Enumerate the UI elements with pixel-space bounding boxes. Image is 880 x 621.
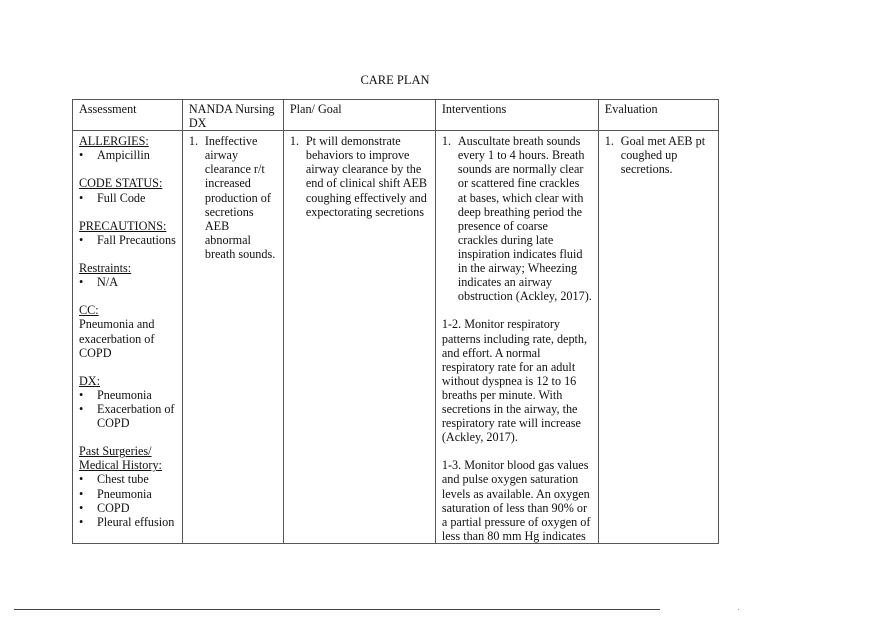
text-line — [442, 402, 592, 416]
line-text: CC: — [79, 303, 99, 318]
assessment-line — [79, 205, 176, 219]
bullet-icon: • — [79, 387, 84, 402]
line-text: exacerbation of — [79, 331, 155, 346]
line-text: respiratory rate for an adult — [441, 359, 576, 374]
line-text: presence of coarse — [457, 218, 548, 233]
text-line — [605, 134, 712, 148]
assessment-line — [79, 289, 176, 303]
section-heading — [79, 176, 176, 190]
line-text: indicates an airway — [457, 275, 552, 290]
line-text: obstruction (Ackley, 2017). — [457, 289, 592, 304]
line-text: coughed up — [620, 148, 678, 163]
line-text: patterns including rate, depth, — [441, 331, 588, 346]
text-line — [442, 289, 592, 303]
line-text: less than 80 mm Hg indicates — [441, 528, 586, 543]
bullet-icon: • — [79, 472, 84, 487]
line-text: Pneumonia and — [79, 317, 155, 332]
line-text: levels as available. An oxygen — [441, 486, 590, 501]
line-text: Medical History: — [79, 458, 162, 473]
section-heading — [79, 444, 176, 458]
line-text: in the airway; Wheezing — [457, 261, 578, 276]
text-line — [442, 162, 592, 176]
header-assessment: Assessment — [73, 100, 183, 131]
section-heading — [79, 219, 176, 233]
text-line — [442, 374, 592, 388]
assessment-line — [79, 317, 176, 331]
text-line — [442, 247, 592, 261]
assessment-line — [79, 416, 176, 430]
bullet-icon: • — [79, 486, 84, 501]
care-plan-table — [72, 99, 719, 544]
text-line — [189, 176, 277, 190]
line-text: Pneumonia — [97, 486, 152, 501]
section-heading — [79, 458, 176, 472]
text-line — [442, 205, 592, 219]
line-text: every 1 to 4 hours. Breath — [457, 148, 585, 163]
line-text: clearance r/t — [204, 162, 265, 177]
line-text: crackles during late — [457, 232, 554, 247]
line-text: DX: — [79, 373, 100, 388]
line-text: coughing effectively and — [305, 190, 427, 205]
assessment-line — [79, 487, 176, 501]
text-line — [189, 191, 277, 205]
line-text: CODE STATUS: — [79, 176, 163, 191]
line-text: deep breathing period the — [457, 204, 583, 219]
line-text: expectorating secretions — [305, 204, 424, 219]
bullet-icon: • — [79, 514, 84, 529]
spacer — [442, 303, 592, 317]
assessment-line — [79, 332, 176, 346]
text-line — [189, 247, 277, 261]
header-plan: Plan/ Goal — [283, 100, 435, 131]
text-line — [290, 148, 429, 162]
list-number: 1. — [604, 134, 614, 149]
line-text: Full Code — [97, 190, 146, 205]
line-text: Chest tube — [97, 472, 149, 487]
line-text: sounds are normally clear — [457, 162, 584, 177]
bullet-icon: • — [79, 190, 84, 205]
page-title: CARE PLAN — [360, 73, 430, 87]
line-text: Past Surgeries/ — [79, 444, 152, 459]
text-line — [290, 191, 429, 205]
bullet-icon: • — [79, 275, 84, 290]
assessment-line — [79, 501, 176, 515]
line-text: production of — [204, 190, 271, 205]
line-text: airway clearance by the — [305, 162, 422, 177]
text-line — [442, 416, 592, 430]
text-line — [189, 205, 277, 219]
assessment-line — [79, 388, 176, 402]
text-line — [442, 487, 592, 501]
text-line — [442, 515, 592, 529]
line-text: end of clinical shift AEB — [305, 176, 428, 191]
line-text: Pneumonia — [97, 387, 152, 402]
text-line — [189, 148, 277, 162]
line-text: Ampicillin — [97, 148, 150, 163]
header-interventions: Interventions — [435, 100, 598, 131]
line-text: at bases, which clear with — [457, 190, 584, 205]
footer-rule — [14, 609, 660, 610]
nanda-cell — [182, 131, 283, 544]
assessment-line — [79, 430, 176, 444]
text-line — [442, 148, 592, 162]
text-line — [442, 317, 592, 331]
section-heading — [79, 303, 176, 317]
plan-cell — [283, 131, 435, 544]
footer-mark — [738, 609, 739, 610]
text-line — [442, 430, 592, 444]
text-line — [442, 501, 592, 515]
text-line — [442, 191, 592, 205]
text-line — [442, 458, 592, 472]
line-text: PRECAUTIONS: — [79, 218, 167, 233]
text-line — [442, 233, 592, 247]
assessment-line — [79, 191, 176, 205]
body-row — [73, 131, 719, 544]
line-text: Exacerbation of — [97, 401, 175, 416]
line-text: airway — [204, 148, 239, 163]
line-text: secretions in the airway, the — [441, 401, 578, 416]
line-text: Pleural effusion — [97, 514, 175, 529]
line-text: breaths per minute. With — [441, 387, 563, 402]
line-text: Ineffective — [204, 134, 258, 149]
assessment-line — [79, 360, 176, 374]
line-text: COPD — [97, 416, 130, 431]
list-number: 1. — [289, 134, 300, 149]
line-text: COPD — [79, 345, 112, 360]
bullet-icon: • — [79, 148, 84, 163]
line-text: (Ackley, 2017). — [441, 430, 518, 445]
text-line — [442, 529, 592, 543]
text-line — [442, 388, 592, 402]
line-text: behaviors to improve — [305, 148, 410, 163]
text-line — [189, 134, 277, 148]
line-text: Auscultate breath sounds — [457, 134, 581, 149]
text-line — [290, 162, 429, 176]
line-text: Restraints: — [79, 261, 132, 276]
bullet-icon: • — [79, 232, 84, 247]
assessment-line — [79, 346, 176, 360]
assessment-line — [79, 515, 176, 529]
assessment-line — [79, 148, 176, 162]
assessment-line — [79, 402, 176, 416]
text-line — [605, 148, 712, 162]
evaluation-cell — [598, 131, 718, 544]
text-line — [189, 233, 277, 247]
line-text: inspiration indicates fluid — [457, 246, 583, 261]
line-text: respiratory rate will increase — [441, 416, 581, 431]
line-text: COPD — [97, 500, 130, 515]
header-row — [73, 100, 719, 131]
line-text: Fall Precautions — [97, 232, 176, 247]
line-text: and effort. A normal — [441, 345, 541, 360]
assessment-line — [79, 233, 176, 247]
interventions-cell — [435, 131, 598, 544]
text-line — [290, 134, 429, 148]
text-line — [189, 219, 277, 233]
assessment-line — [79, 162, 176, 176]
text-line — [442, 261, 592, 275]
text-line — [290, 205, 429, 219]
line-text: AEB — [204, 218, 230, 233]
section-heading — [79, 134, 176, 148]
text-line — [442, 275, 592, 289]
line-text: N/A — [97, 275, 118, 290]
assessment-cell — [73, 131, 183, 544]
line-text: increased — [204, 176, 251, 191]
text-line — [442, 219, 592, 233]
text-line — [442, 472, 592, 486]
line-text: without dyspnea is 12 to 16 — [441, 373, 577, 388]
text-line — [189, 162, 277, 176]
section-heading — [79, 374, 176, 388]
line-text: 1-3. Monitor blood gas values — [441, 458, 589, 473]
line-text: and pulse oxygen saturation — [441, 472, 579, 487]
line-text: secretions — [204, 204, 254, 219]
text-line — [605, 162, 712, 176]
text-line — [290, 176, 429, 190]
assessment-line — [79, 247, 176, 261]
header-evaluation: Evaluation — [598, 100, 718, 131]
line-text: breath sounds. — [204, 246, 276, 261]
line-text: saturation of less than 90% or — [441, 500, 588, 515]
text-line — [442, 346, 592, 360]
bullet-icon: • — [79, 401, 84, 416]
text-line — [442, 360, 592, 374]
assessment-line — [79, 472, 176, 486]
line-text: Goal met AEB pt — [620, 134, 706, 149]
line-text: abnormal — [204, 232, 251, 247]
header-nanda: NANDA Nursing DX — [182, 100, 283, 131]
text-line — [442, 176, 592, 190]
bullet-icon: • — [79, 500, 84, 515]
line-text: a partial pressure of oxygen of — [441, 514, 591, 529]
line-text: or scattered fine crackles — [457, 176, 580, 191]
section-heading — [79, 261, 176, 275]
line-text: 1-2. Monitor respiratory — [441, 317, 561, 332]
spacer — [442, 444, 592, 458]
assessment-line — [79, 275, 176, 289]
list-number: 1. — [441, 134, 452, 149]
line-text: secretions. — [620, 162, 673, 177]
line-text: ALLERGIES: — [79, 134, 149, 149]
list-number: 1. — [188, 134, 199, 149]
line-text: Pt will demonstrate — [305, 134, 401, 149]
text-line — [442, 134, 592, 148]
text-line — [442, 332, 592, 346]
